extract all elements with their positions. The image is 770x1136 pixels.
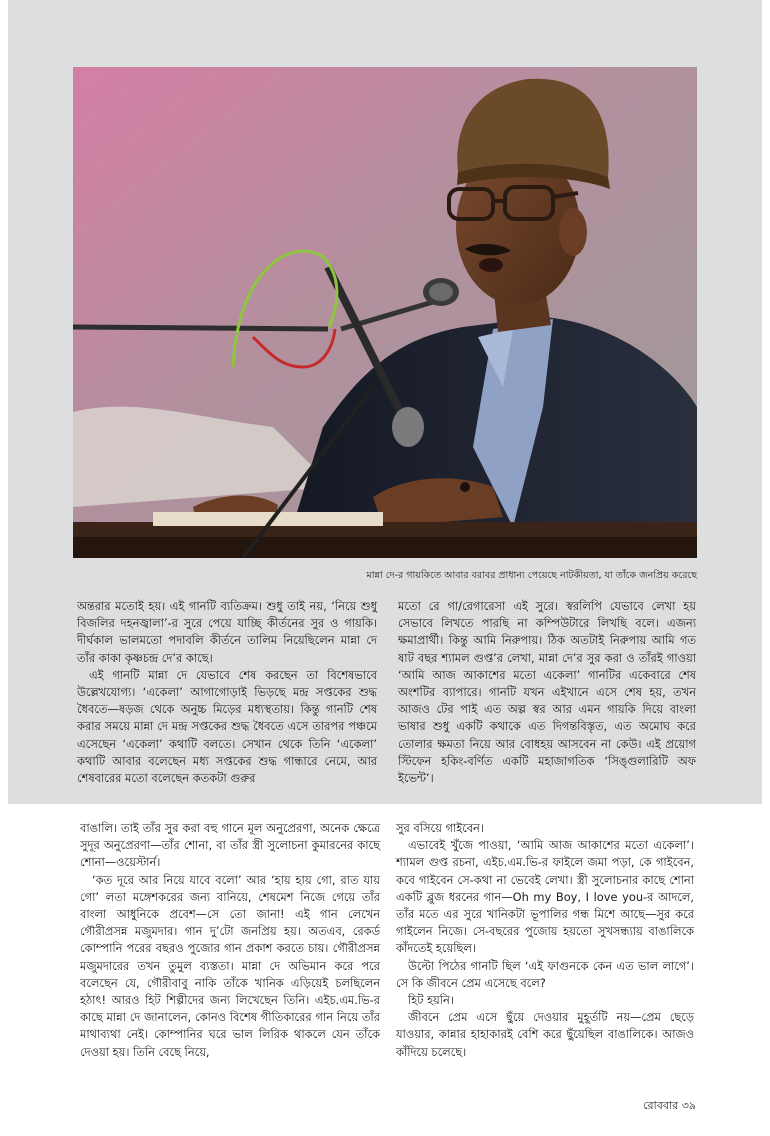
paragraph: হিট হয়নি। xyxy=(408,993,454,1008)
paragraph: বাঙালি। তাই তাঁর সুর করা বহু গানে মূল অনুপ্রেরণা, অনেক ক্ষেত্রে সুদূর অনুপ্রেরণা—তাঁর শোনা, বা তাঁর স্ত্রী সুলোচনা কুমারনের কাছে শোনা—ওয়েস্টার্ন। xyxy=(80,821,380,870)
article-column-bottom-right xyxy=(396,820,694,1061)
photo-caption: মান্না দে-র গায়কিতে আবার বরাবর প্রাধান্য পেয়েছে নাটকীয়তা, যা তাঁকে জনপ্রিয় করেছে xyxy=(366,570,697,581)
article-column-top-left xyxy=(77,598,377,787)
paragraph: ‘কত দূরে আর নিয়ে যাবে বলো’ আর ‘হায় হায় গো, রাত যায় গো’ লতা মঙ্গেশকরের জন্য বানিয়ে, শেষমেশ নিজে গেয়ে তাঁর বাংলা আধুনিকে প্রবেশ—সে তো জানা! এই গান লেখেন গৌরীপ্রসন্ন মজুমদার। গান দু’টো জনপ্রিয় হয়। অতএব, রেকর্ড কোম্পানি পরের বছরও পুজোর গান প্রকাশ করতে চায়। গৌরীপ্রসন্ন মজুমদারের তখন তুমুল ব্যস্ততা। মান্না দে অভিমান করে পরে বলেছেন যে, গৌরীবাবু নাকি তাঁকে খানিক এড়িয়েই চলছিলেন হঠাৎ! আরও হিট শিল্পীদের জন্য লিখেছেন তিনি। এইচ.এম.ভি-র কাছে মান্না দে জানালেন, কোনও বিশেষ গীতিকারের গান নিয়ে তাঁর মাথাব্যথা নেই। কোম্পানির ঘরে ভাল লিরিক থাকলে যেন তাঁকে দেওয়া হয়। তিনি বেছে নিয়ে, xyxy=(80,872,380,1059)
paragraph: এভাবেই খুঁজে পাওয়া, ‘আমি আজ আকাশের মতো একেলা’। শ্যামল গুপ্ত রচনা, এইচ.এম.ভি-র ফাইলে জমা পড়া, কে গাইবেন, কবে গাইবেন সে-কথা না ভেবেই লেখা। স্ত্রী সুলোচনার কাছে শোনা একটি ব্লুজ ধরনের গান—Oh my Boy, I love you-র আদলে, তাঁর মতে এর সুরে খানিকটা ভূপালির গন্ধ মিশে আছে—সুর করে গাইলেন নিজে। সে-বছরের পুজোয় হয়তো সুখসন্ধ্যায় বাঙালিকে কাঁদতেই হয়েছিল। xyxy=(396,838,694,956)
article-column-top-right xyxy=(398,598,696,787)
article-column-bottom-left xyxy=(80,820,380,1061)
paragraph: এই গানটি মান্না দে যেভাবে শেষ করছেন তা বিশেষভাবে উল্লেখযোগ্য। ‘একেলা’ আগাগোড়াই ভিড়ছে মন্দ্র সপ্তকের শুদ্ধ ধৈবতে—ষড়জ থেকে অনুচ্চ মিড়ের মধ্যস্থতায়। কিন্তু গানটি শেষ করার সময়ে মান্না দে মন্দ্র সপ্তকের শুদ্ধ ধৈবতে এসে তারপর পঞ্চমে এসেছেন ‘একেলা’ কথাটি বলতে। সেখান থেকে তিনি ‘একেলা’ কথাটি আবার বলেছেন মধ্য সপ্তকের শুদ্ধ গান্ধারে নেমে, আর শেষবারের মতো বলেছেন কতকটা গুরুর xyxy=(77,667,377,786)
paragraph: অন্তরার মতোই হয়। এই গানটি ব্যতিক্রম। শুধু তাই নয়, ‘নিয়ে শুধু বিজলির দহনজ্বালা’-র সুরে পেয়ে যাচ্ছি কীর্তনের সুর ও গায়কি। দীর্ঘকাল ভালমতো পদাবলি কীর্তনে তালিম নিয়েছিলেন মান্না দে তাঁর কাকা কৃষ্ণচন্দ্র দে’র কাছে। xyxy=(77,599,377,665)
page-folio: রোববার ৩৯ xyxy=(643,1099,696,1112)
paragraph: জীবনে প্রেম এসে ছুঁয়ে দেওয়ার মুহূর্তটি নয়—প্রেম ছেড়ে যাওয়ার, কান্নার হাহাকারই বেশি করে ছুঁয়েছিল বাঙালিকে। আজও কাঁদিয়ে চলেছে। xyxy=(396,1010,694,1059)
paragraph: সুর বসিয়ে গাইবেন। xyxy=(396,821,484,835)
paragraph: উল্টো পিঠের গানটি ছিল ‘এই ফাগুনকে কেন এত ভাল লাগে’। সে কি জীবনে প্রেম এসেছে বলে? xyxy=(396,958,694,990)
paragraph: মতো রে গা/রেগারেসা এই সুরে। স্বরলিপি যেভাবে লেখা হয় সেভাবে লিখতে পারছি না কম্পিউটারে লিখছি বলে। এজন্য ক্ষমাপ্রার্থী। কিন্তু আমি নিরুপায়। ঠিক অতটাই নিরুপায় আমি গত ষাট বছর শ্যামল গুপ্ত’র লেখা, মান্না দে’র সুর করা ও তাঁরই গাওয়া ‘আমি আজ আকাশের মতো একেলা’ গানটির একেবারে শেষ অংশটির ব্যাপারে। গানটি যখন এইখানে এসে শেষ হয়, তখন আজও টের পাই এত অল্প স্বর আর এমন গায়কি দিয়ে বাংলা ভাষার শুধু একটি কথাকে এত দিগন্তবিস্তৃত, এত অমোঘ করে তোলার ক্ষমতা নিয়ে আর বোধহয় আসবেন না কেউ। এই প্রয়োগ স্টিফেন হকিং-বর্ণিত একটি মহাজাগতিক ‘সিঙ্গুলারিটি অফ ইভেন্ট’। xyxy=(398,599,696,786)
singer-photo xyxy=(73,67,697,558)
